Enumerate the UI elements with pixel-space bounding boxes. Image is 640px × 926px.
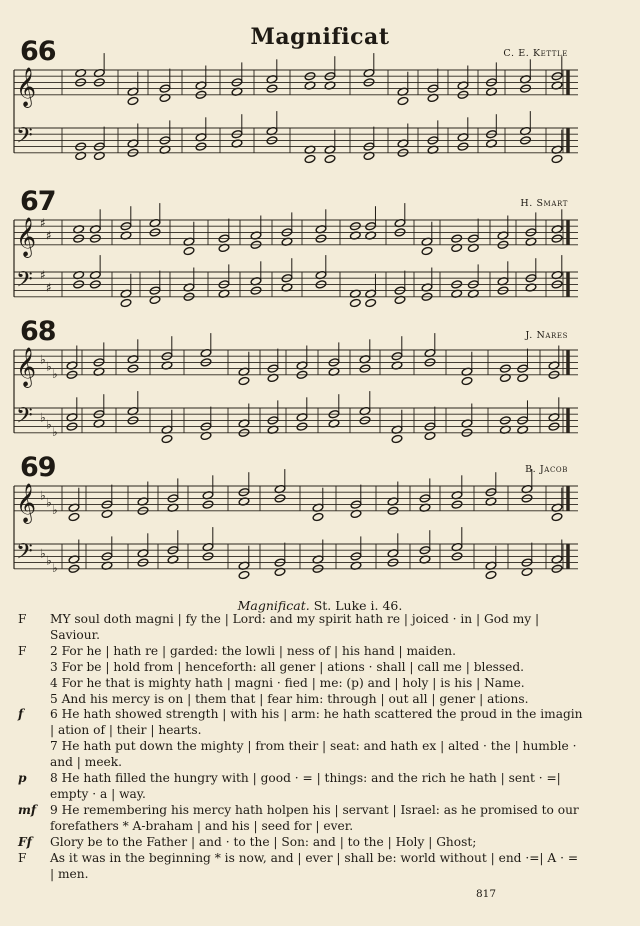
treble-clef-icon: 𝄞 bbox=[16, 216, 37, 257]
verse bbox=[18, 660, 584, 676]
dynamic-mark: F bbox=[18, 643, 27, 658]
note-head bbox=[485, 570, 496, 579]
treble-staff bbox=[14, 469, 578, 524]
chant-text bbox=[18, 612, 584, 882]
tune-number: 68 bbox=[20, 316, 56, 347]
treble-clef-icon: 𝄞 bbox=[16, 346, 37, 387]
verse-text: 3 For be | hold from | henceforth: all gener | ations · shall | call me | blessed. bbox=[50, 659, 525, 674]
verse bbox=[18, 707, 584, 739]
dynamic-mark: p bbox=[18, 771, 27, 786]
dynamic-mark: F bbox=[18, 612, 27, 626]
note-head bbox=[127, 96, 138, 105]
bass-staff bbox=[14, 255, 578, 307]
bass-clef-icon: 𝄢 bbox=[16, 267, 33, 298]
page-title: Magnificat bbox=[250, 24, 390, 50]
tune-number: 66 bbox=[20, 36, 56, 67]
composer: H. Smart bbox=[520, 198, 568, 209]
music-score bbox=[0, 36, 640, 176]
sharp-icon: ♯ bbox=[46, 228, 52, 243]
verse-text: 7 He hath put down the mighty | from their | seat: and hath ex | alted · the | humble · and | meek. bbox=[50, 739, 577, 770]
caption-reference: St. Luke i. 46. bbox=[313, 598, 403, 613]
flat-icon: ♭ bbox=[40, 488, 46, 503]
bass-staff bbox=[14, 527, 578, 579]
note-head bbox=[365, 298, 376, 307]
flat-icon: ♭ bbox=[46, 417, 52, 432]
verse bbox=[18, 771, 584, 803]
verse-text: Glory be to the Father | and · to the | Son: and | to the | Holy | Ghost; bbox=[50, 834, 477, 849]
bass-staff bbox=[14, 391, 578, 443]
music-score bbox=[0, 186, 640, 316]
note-head bbox=[161, 434, 172, 443]
verse bbox=[18, 612, 584, 644]
dynamic-mark: f bbox=[18, 707, 24, 722]
note-head bbox=[304, 154, 315, 163]
composer: C. E. Kettle bbox=[503, 48, 568, 59]
music-score bbox=[0, 452, 640, 592]
flat-icon: ♭ bbox=[52, 367, 58, 382]
note-head bbox=[397, 96, 408, 105]
treble-staff bbox=[14, 203, 578, 258]
note-head bbox=[68, 512, 79, 521]
flat-icon: ♭ bbox=[46, 495, 52, 510]
flat-icon: ♭ bbox=[46, 553, 52, 568]
flat-icon: ♭ bbox=[52, 425, 58, 440]
tune-67 bbox=[0, 186, 640, 316]
tune-number: 67 bbox=[20, 186, 56, 217]
bass-clef-icon: 𝄢 bbox=[16, 539, 33, 570]
verse bbox=[18, 676, 584, 692]
verse bbox=[18, 803, 584, 835]
verse-text: 2 For he | hath re | garded: the lowli | ness of | his hand | maiden. bbox=[50, 643, 456, 658]
flat-icon: ♭ bbox=[40, 546, 46, 561]
note-head bbox=[120, 298, 131, 307]
note-head bbox=[461, 376, 472, 385]
note-head bbox=[391, 434, 402, 443]
verse-text: 9 He remembering his mercy hath holpen his | servant | Israel: as he promised to our forefathers * A-braham | and his | seed for | ever. bbox=[50, 802, 579, 833]
sharp-icon: ♯ bbox=[46, 280, 52, 295]
verse-text: 8 He hath filled the hungry with | good · = | things: and the rich he hath | sent · =| empty · a | way. bbox=[50, 771, 561, 801]
treble-staff bbox=[14, 53, 578, 108]
note-head bbox=[551, 154, 562, 163]
treble-clef-icon: 𝄞 bbox=[16, 66, 37, 107]
dynamic-mark: mf bbox=[18, 802, 37, 817]
tune-68 bbox=[0, 316, 640, 451]
music-score bbox=[0, 316, 640, 451]
verse-text: As it was in the beginning * is now, and | ever | shall be: world without | end ·=| A · = | men. bbox=[50, 850, 579, 881]
verse bbox=[18, 739, 584, 771]
sharp-icon: ♯ bbox=[40, 268, 46, 283]
chant-caption bbox=[0, 598, 640, 613]
note-head bbox=[238, 376, 249, 385]
treble-staff bbox=[14, 333, 578, 388]
verse-text: 4 For he that is mighty hath | magni · fied | me: (p) and | holy | is his | Name. bbox=[50, 675, 525, 690]
caption-title: Magnificat. bbox=[237, 598, 310, 613]
flat-icon: ♭ bbox=[40, 410, 46, 425]
tune-69 bbox=[0, 452, 640, 592]
bass-staff bbox=[14, 111, 578, 163]
note-head bbox=[183, 246, 194, 255]
note-head bbox=[324, 154, 335, 163]
note-head bbox=[551, 512, 562, 521]
composer: B. Jacob bbox=[525, 464, 568, 475]
note-head bbox=[421, 246, 432, 255]
dynamic-mark: F bbox=[18, 850, 27, 865]
bass-clef-icon: 𝄢 bbox=[16, 403, 33, 434]
page-number: 817 bbox=[476, 888, 497, 900]
verse bbox=[18, 692, 584, 708]
sharp-icon: ♯ bbox=[40, 216, 46, 231]
verse bbox=[18, 835, 584, 851]
note-head bbox=[312, 512, 323, 521]
tune-number: 69 bbox=[20, 452, 56, 483]
verse-text: MY soul doth magni | fy the | Lord: and my spirit hath re | joiced · in | God my | Saviour. bbox=[50, 612, 540, 642]
verse-text: 5 And his mercy is on | them that | fear him: through | out all | gener | ations. bbox=[50, 691, 529, 706]
flat-icon: ♭ bbox=[52, 561, 58, 576]
flat-icon: ♭ bbox=[52, 503, 58, 518]
verse bbox=[18, 644, 584, 660]
tune-66 bbox=[0, 36, 640, 176]
note-head bbox=[350, 298, 361, 307]
dynamic-mark: Ff bbox=[18, 834, 32, 849]
note-head bbox=[238, 570, 249, 579]
verse bbox=[18, 851, 584, 883]
flat-icon: ♭ bbox=[40, 352, 46, 367]
treble-clef-icon: 𝄞 bbox=[16, 482, 37, 523]
flat-icon: ♭ bbox=[46, 359, 52, 374]
bass-clef-icon: 𝄢 bbox=[16, 123, 33, 154]
verse-text: 6 He hath showed strength | with his | arm: he hath scattered the proud in the imagin | ation of | their | hearts. bbox=[50, 707, 583, 738]
composer: J. Nares bbox=[525, 330, 568, 341]
